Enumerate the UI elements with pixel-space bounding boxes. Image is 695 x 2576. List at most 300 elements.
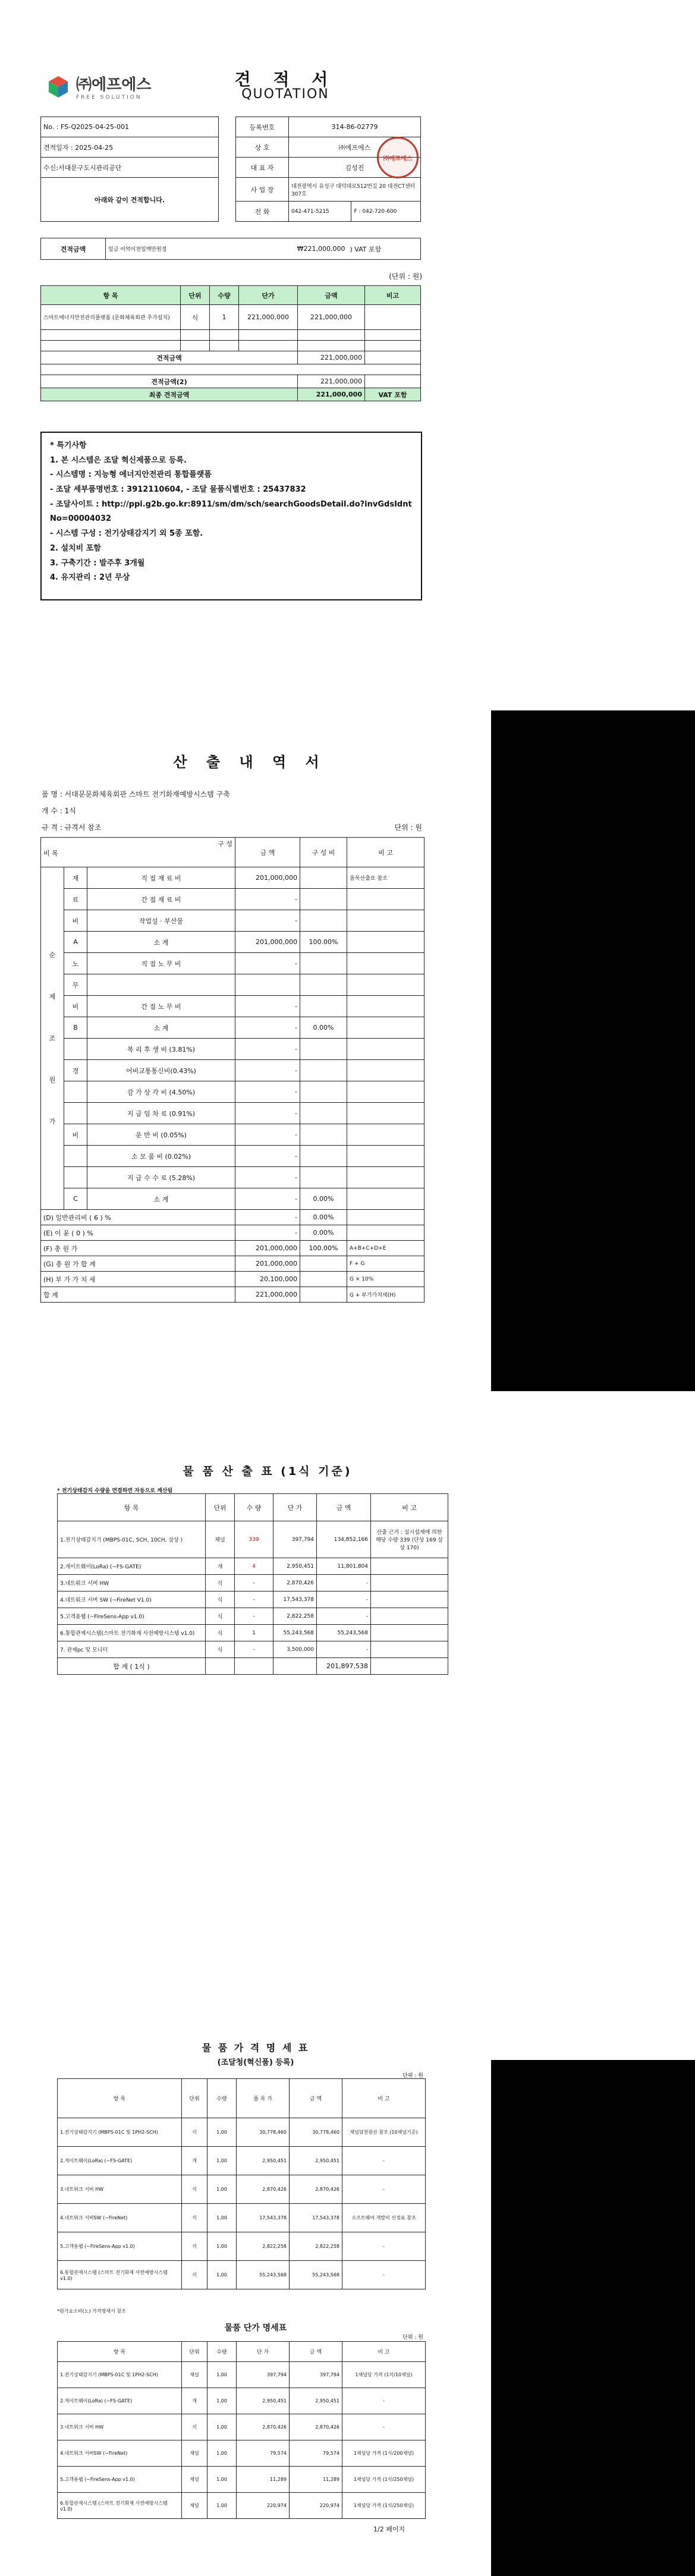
calc-row-label: 간 접 노 무 비: [87, 996, 235, 1017]
ud-row-name: 4.네트워크 서버SW (~FireNet): [58, 2440, 182, 2467]
pd-col-item: 항 목: [58, 2079, 182, 2118]
calc-row-note: [347, 910, 424, 932]
items-row-note: [371, 1558, 448, 1575]
items-col-amount: 금 액: [317, 1494, 371, 1521]
company-seal: ㈜에프에스: [377, 137, 419, 178]
calc-head-amount: 금 액: [235, 838, 300, 867]
calc-summary-ratio: [300, 1287, 347, 1303]
items-note: * 전기상태감지 수량을 연결하면 자동으로 계산됨: [57, 1488, 173, 1494]
pd-row-price: 2,950,451: [237, 2147, 290, 2175]
pd-row-price: 2,822,258: [237, 2232, 290, 2261]
calc-row-ratio: [300, 1039, 347, 1060]
calc-side-char: 제: [49, 992, 56, 1001]
ud-row-note: -: [342, 2388, 426, 2414]
calc-qty: 개 수 : 1식: [42, 807, 76, 815]
name-label: 상 호: [236, 137, 289, 158]
item-qty: 1: [210, 305, 239, 330]
items-col-item: 항 목: [58, 1494, 206, 1521]
calc-row-ratio: [300, 1124, 347, 1146]
calc-row-amount: -: [235, 1124, 300, 1146]
pd-row-note: -: [342, 2261, 426, 2289]
memo-line-1: 1. 본 시스템은 조달 혁신제품으로 등록.: [50, 455, 187, 465]
ud-row-amount: 220,974: [290, 2493, 342, 2519]
pd-row-qty: 1.00: [207, 2204, 237, 2232]
calc-row-amount: [235, 974, 300, 996]
items-row-unit: 식: [206, 1625, 235, 1641]
pd-row-amount: 55,243,568: [290, 2261, 342, 2289]
calc-row-ratio: [300, 910, 347, 932]
pd-row-qty: 1.00: [207, 2175, 237, 2204]
ud-row-qty: 1.00: [207, 2440, 237, 2467]
item-note: [365, 305, 421, 330]
calc-row-ratio: 0.00%: [300, 1017, 347, 1039]
calc-summary-ratio: 100.00%: [300, 1241, 347, 1256]
calc-group: 재: [64, 867, 87, 889]
calc-summary-amount: -: [235, 1225, 300, 1241]
item-amount: 221,000,000: [298, 305, 365, 330]
items-row-qty: -: [235, 1608, 273, 1625]
calc-row-note: [347, 1103, 424, 1124]
calc-row-label: 소 계: [87, 1017, 235, 1039]
pd-col-qty: 수량: [207, 2079, 237, 2118]
pd-row-price: 17,543,378: [237, 2204, 290, 2232]
calc-summary-note: A+B+C+D+E: [347, 1241, 424, 1256]
quote-header-table: [40, 117, 421, 222]
items-row-qty: 4: [235, 1558, 273, 1575]
pd-row-amount: 30,778,460: [290, 2118, 342, 2147]
items-row-note: [371, 1641, 448, 1658]
items-row-unit: 개: [206, 1558, 235, 1575]
amount-label: 견적금액: [41, 238, 106, 260]
ud-col-note: 비 고: [342, 2342, 426, 2362]
items-col-unit: 단위: [206, 1494, 235, 1521]
calc-group: [64, 1103, 87, 1124]
pd-row-unit: 식: [182, 2118, 207, 2147]
quote-no: No. : FS-Q2025-04-25-001: [41, 117, 219, 137]
logo-cube-icon: [46, 75, 70, 99]
ud-col-qty: 수량: [207, 2342, 237, 2362]
calc-summary-label: (E) 이 윤 ( 0 ) %: [41, 1225, 235, 1241]
calc-side-char: 가: [49, 1117, 56, 1125]
final-label: 최종 견적금액: [41, 388, 298, 401]
items-row-qty: -: [235, 1591, 273, 1608]
items-row-price: 397,794: [273, 1521, 317, 1558]
pd-row-amount: 2,870,426: [290, 2175, 342, 2204]
black-margin-a: [491, 710, 695, 1391]
tel-label: 전 화: [236, 202, 289, 222]
items-row-unit: 식: [206, 1641, 235, 1658]
calc-row-label: 감 가 상 각 비 (4.50%): [87, 1081, 235, 1103]
items-row-name: 3.네트워크 서버 HW: [58, 1575, 206, 1591]
pd-row-note: -: [342, 2175, 426, 2204]
memo-title: * 특기사항: [50, 441, 87, 450]
calc-row-amount: -: [235, 1167, 300, 1188]
calc-table: [40, 837, 424, 1303]
pd-row-qty: 1.00: [207, 2147, 237, 2175]
calc-row-label: 직 접 재 료 비: [87, 867, 235, 889]
calc-summary-note: G × 10%: [347, 1272, 424, 1287]
items-col-price: 단 가: [273, 1494, 317, 1521]
ud-row-qty: 1.00: [207, 2388, 237, 2414]
calc-row-label: 소 계: [87, 1188, 235, 1210]
quote-amount-table: [40, 238, 421, 260]
calc-group: 료: [64, 889, 87, 910]
calc-row-label: 어비교통통신비(0.43%): [87, 1060, 235, 1081]
items-row-qty: -: [235, 1641, 273, 1658]
ud-row-name: 6.통합관제시스템 (스마트 전기화재 사전예방시스템 v1.0): [58, 2493, 182, 2519]
calc-group: A: [64, 932, 87, 953]
unit-note: (단위 : 원): [389, 272, 422, 281]
pd-row-unit: 식: [182, 2261, 207, 2289]
pd-row-name: 3.네트워크 서버 HW: [58, 2175, 182, 2204]
ceo-value: 김성진: [289, 158, 421, 178]
calc-row-amount: -: [235, 1060, 300, 1081]
memo-line-3: - 조달 세부품명번호 : 3912110604, - 조달 물품식별번호 : 25437832: [50, 485, 306, 495]
calc-row-label: 소 모 품 비 (0.02%): [87, 1146, 235, 1167]
ud-row-unit: 채널: [182, 2493, 207, 2519]
items-row-amount: -: [317, 1591, 371, 1608]
calc-row-amount: -: [235, 1188, 300, 1210]
calc-summary-label: (H) 부 가 가 치 세: [41, 1272, 235, 1287]
amount-korean: 일금 이억이천일백만원정: [106, 238, 242, 260]
calc-summary-ratio: [300, 1256, 347, 1272]
ud-row-qty: 1.00: [207, 2362, 237, 2388]
total2-value: 221,000,000: [298, 375, 365, 388]
item-unit: 식: [181, 305, 210, 330]
pd-row-name: 2.게이트웨이(LoRa) (~FS-GATE): [58, 2147, 182, 2175]
ud-row-unit: 식: [182, 2414, 207, 2440]
unit-detail-unit: 단위 : 원: [402, 2335, 423, 2341]
pd-col-price: 품 목 가: [237, 2079, 290, 2118]
ceo-label: 대 표 자: [236, 158, 289, 178]
items-row-note: [371, 1591, 448, 1608]
ud-row-amount: 11,289: [290, 2467, 342, 2493]
calc-group: 노: [64, 953, 87, 974]
price-detail-table: [57, 2078, 426, 2289]
calc-summary-note: [347, 1210, 424, 1225]
pd-row-qty: 1.00: [207, 2118, 237, 2147]
items-row-note: 산출 근거 : 실시설계에 의한 해당 수량 339 (단상 169 삼상 170): [371, 1521, 448, 1558]
price-detail-title: 물 품 가 격 명 세 표: [202, 2042, 310, 2053]
pd-row-price: 55,243,568: [237, 2261, 290, 2289]
calc-summary-amount: 221,000,000: [235, 1287, 300, 1303]
items-row-price: 2,950,451: [273, 1558, 317, 1575]
memo-line-5: - 시스템 구성 : 전기상태감지기 외 5종 포함.: [50, 529, 203, 539]
items-row-amount: -: [317, 1641, 371, 1658]
final-note: VAT 포함: [365, 388, 421, 401]
calc-row-label: [87, 974, 235, 996]
black-margin-c: [491, 2060, 695, 2576]
calc-head-note: 비 고: [347, 838, 424, 867]
calc-row-label: 소 계: [87, 932, 235, 953]
calc-row-label: 운 반 비 (0.05%): [87, 1124, 235, 1146]
items-row-note: [371, 1608, 448, 1625]
calc-row-ratio: [300, 1146, 347, 1167]
ud-row-name: 2.게이트웨이(LoRa) (~FS-GATE): [58, 2388, 182, 2414]
items-row-amount: -: [317, 1608, 371, 1625]
calc-summary-amount: 201,000,000: [235, 1241, 300, 1256]
calc-summary-note: F + G: [347, 1256, 424, 1272]
calc-row-note: [347, 932, 424, 953]
items-row-amount: 134,852,166: [317, 1521, 371, 1558]
calc-summary-ratio: 0.00%: [300, 1210, 347, 1225]
items-row-name: 1.전기상태감지기 (MBPS-01C, 5CH, 10CH, 삼상 ): [58, 1521, 206, 1558]
calc-row-amount: -: [235, 1039, 300, 1060]
tel-value: 042-471-5215: [289, 202, 351, 222]
ud-row-name: 5.고객용웹 (~FireSens-App v1.0): [58, 2467, 182, 2493]
calc-row-label: 간 접 재 료 비: [87, 889, 235, 910]
fax-value: F : 042-720-600: [351, 202, 421, 222]
ud-row-unit: 채널: [182, 2440, 207, 2467]
ud-row-price: 79,574: [237, 2440, 290, 2467]
logo-subtext: FREE SOLUTION: [76, 95, 142, 100]
calc-row-note: [347, 974, 424, 996]
ud-col-amount: 금 액: [290, 2342, 342, 2362]
ud-row-price: 397,794: [237, 2362, 290, 2388]
calc-row-note: 품목산출표 참조: [347, 867, 424, 889]
pd-row-name: 5.고객용웹 (~FireSens-App v1.0): [58, 2232, 182, 2261]
calc-group: 비: [64, 910, 87, 932]
calc-row-amount: -: [235, 953, 300, 974]
calc-row-note: [347, 1146, 424, 1167]
ud-row-note: 1채널당 가격 (1식/10채널): [342, 2362, 426, 2388]
calc-product: 품 명 : 서대문문화체육회관 스마트 전기화재예방시스템 구축: [42, 790, 230, 798]
calc-row-ratio: [300, 1103, 347, 1124]
calc-summary-note: [347, 1225, 424, 1241]
memo-line-7: 3. 구축기간 : 발주후 3개월: [50, 558, 145, 568]
recipient: 수신:서대문구도시관리공단: [41, 158, 219, 178]
items-row-name: 7. 관제pc 및 모니터: [58, 1641, 206, 1658]
items-row-qty: 339: [235, 1521, 273, 1558]
items-row-name: 6.통합관제시스템(스마트 전기화재 사전예방시스템 v1.0): [58, 1625, 206, 1641]
items-row-amount: 55,243,568: [317, 1625, 371, 1641]
calc-summary-ratio: 0.00%: [300, 1225, 347, 1241]
name-value: ㈜에프에스: [289, 137, 421, 158]
calc-row-ratio: [300, 867, 347, 889]
calc-group: [64, 1146, 87, 1167]
calc-row-ratio: [300, 953, 347, 974]
col-unit: 단위: [181, 286, 210, 305]
reg-label: 등록번호: [236, 117, 289, 137]
calc-summary-label: (D) 일반관리비 ( 6 ) %: [41, 1210, 235, 1225]
ud-row-price: 11,289: [237, 2467, 290, 2493]
memo-line-4: - 조달사이트 : http://ppi.g2b.go.kr:8911/sm/dm/sch/searchGoodsDetail.do?invGdsIdntNo=00004032: [50, 499, 412, 524]
memo-line-2: - 시스템명 : 지능형 에너지안전관리 통합플랫폼: [50, 470, 212, 480]
items-row-qty: -: [235, 1575, 273, 1591]
items-row-unit: 채널: [206, 1521, 235, 1558]
items-row-price: 2,870,426: [273, 1575, 317, 1591]
calc-summary-ratio: [300, 1272, 347, 1287]
addr-value: 대전광역시 유성구 대덕대로512번길 20 대전CT센터 307호: [289, 178, 421, 202]
calc-row-ratio: [300, 1081, 347, 1103]
calc-row-note: [347, 1124, 424, 1146]
calc-group: 비: [64, 996, 87, 1017]
calc-group: [64, 1167, 87, 1188]
pd-row-price: 2,870,426: [237, 2175, 290, 2204]
calc-group: 비: [64, 1124, 87, 1146]
calc-row-ratio: [300, 889, 347, 910]
pd-footnote: *원가요소비(노) 가격명세서 참조: [57, 2308, 126, 2314]
reg-value: 314-86-02779: [289, 117, 421, 137]
calc-spec: 규 격 : 규격서 참조: [42, 823, 102, 832]
items-total-amount: 201,897,538: [317, 1658, 371, 1675]
total2-label: 견적금액(2): [41, 375, 298, 388]
calc-row-ratio: 0.00%: [300, 1188, 347, 1210]
ud-row-price: 2,870,426: [237, 2414, 290, 2440]
ud-row-note: 1채널당 가격 (1식/200채널): [342, 2440, 426, 2467]
price-detail-unit: 단위 : 원: [402, 2073, 423, 2079]
ud-row-note: -: [342, 2414, 426, 2440]
ud-col-item: 항 목: [58, 2342, 182, 2362]
memo-line-8: 4. 유지관리 : 2년 무상: [50, 573, 130, 583]
items-row-unit: 식: [206, 1575, 235, 1591]
ud-row-qty: 1.00: [207, 2414, 237, 2440]
calc-summary-amount: 20,100,000: [235, 1272, 300, 1287]
items-row-unit: 식: [206, 1608, 235, 1625]
amount-vat: ) VAT 포함: [347, 238, 420, 260]
calc-row-label: 복 리 후 생 비 (3.81%): [87, 1039, 235, 1060]
calc-row-note: [347, 1039, 424, 1060]
ud-row-qty: 1.00: [207, 2467, 237, 2493]
calc-row-ratio: [300, 996, 347, 1017]
calc-row-ratio: [300, 974, 347, 996]
item-price: 221,000,000: [239, 305, 298, 330]
ud-row-amount: 2,950,451: [290, 2388, 342, 2414]
calc-group: 경: [64, 1060, 87, 1081]
calc-row-amount: -: [235, 889, 300, 910]
ud-row-unit: 개: [182, 2388, 207, 2414]
ud-row-name: 3.네트워크 서버 HW: [58, 2414, 182, 2440]
calc-row-note: [347, 953, 424, 974]
pd-row-note: -: [342, 2147, 426, 2175]
pd-row-qty: 1.00: [207, 2232, 237, 2261]
calc-row-note: [347, 1188, 424, 1210]
quote-title-en: QUOTATION: [241, 87, 329, 102]
calc-group: C: [64, 1188, 87, 1210]
calc-row-ratio: [300, 1167, 347, 1188]
pd-row-unit: 식: [182, 2204, 207, 2232]
items-row-name: 2.게이트웨이(LoRa) (~FS-GATE): [58, 1558, 206, 1575]
pd-row-name: 4.네트워크 서버SW (~FireNet): [58, 2204, 182, 2232]
pd-row-name: 1.전기상태감지기 (MBPS-01C 및 1PH2-SCH): [58, 2118, 182, 2147]
pd-row-unit: 식: [182, 2232, 207, 2261]
amount-value: ₩221,000,000: [241, 238, 347, 260]
calc-row-ratio: [300, 1060, 347, 1081]
calc-summary-label: 합 계: [41, 1287, 235, 1303]
items-col-qty: 수 량: [235, 1494, 273, 1521]
col-note: 비고: [365, 286, 421, 305]
calc-row-label: 직 접 노 무 비: [87, 953, 235, 974]
ud-row-amount: 2,870,426: [290, 2414, 342, 2440]
addr-label: 사 업 장: [236, 178, 289, 202]
item-name: 스마트에너지안전관리플랫폼 (문화체육회관 추가설치): [41, 305, 181, 330]
ud-col-price: 단 가: [237, 2342, 290, 2362]
items-row-price: 3,500,000: [273, 1641, 317, 1658]
items-title: 물 품 산 출 표 (1식 기준): [183, 1465, 353, 1478]
items-total-label: 합 계 ( 1식 ): [58, 1658, 206, 1675]
ud-row-unit: 채널: [182, 2467, 207, 2493]
price-detail-subtitle: (조달청(혁신품) 등록): [217, 2058, 294, 2067]
calc-side-char: 원: [49, 1075, 56, 1084]
pd-row-name: 6.통합관제시스템 (스마트 전기화재 사전예방시스템 v1.0): [58, 2261, 182, 2289]
calc-group: B: [64, 1017, 87, 1039]
calc-row-amount: -: [235, 1103, 300, 1124]
pd-row-note: -: [342, 2232, 426, 2261]
calc-summary-label: (G) 총 원 가 합 계: [41, 1256, 235, 1272]
col-qty: 수량: [210, 286, 239, 305]
items-row-amount: 11,801,804: [317, 1558, 371, 1575]
pd-row-qty: 1.00: [207, 2261, 237, 2289]
pd-col-unit: 단위: [182, 2079, 207, 2118]
calc-row-note: [347, 889, 424, 910]
ud-row-price: 220,974: [237, 2493, 290, 2519]
subtotal-label: 견적금액: [41, 351, 298, 364]
items-row-amount: -: [317, 1575, 371, 1591]
calc-side-label: [41, 867, 64, 1210]
ud-row-price: 2,950,451: [237, 2388, 290, 2414]
quote-date: 견적일자 : 2025-04-25: [41, 137, 219, 158]
items-col-note: 비 고: [371, 1494, 448, 1521]
items-row-name: 4.네트워크 서버 SW (~FireNet V1.0): [58, 1591, 206, 1608]
ud-row-amount: 397,794: [290, 2362, 342, 2388]
calc-summary-amount: -: [235, 1210, 300, 1225]
calc-row-amount: -: [235, 996, 300, 1017]
items-row-name: 5.고객용웹 (~FireSens-App v1.0): [58, 1608, 206, 1625]
pd-row-amount: 2,950,451: [290, 2147, 342, 2175]
subtotal-value: 221,000,000: [298, 351, 365, 364]
calc-row-amount: 201,000,000: [235, 932, 300, 953]
special-notes: [40, 432, 422, 600]
memo-line-6: 2. 설치비 포함: [50, 543, 101, 553]
calc-row-label: 작업설 · 부산물: [87, 910, 235, 932]
ud-row-unit: 채널: [182, 2362, 207, 2388]
ud-col-unit: 단위: [182, 2342, 207, 2362]
calc-row-label: 지 급 임 차 료 (0.91%): [87, 1103, 235, 1124]
calc-row-amount: -: [235, 1017, 300, 1039]
items-row-note: [371, 1625, 448, 1641]
col-price: 단가: [239, 286, 298, 305]
calc-head-ratio: 구 성 비: [300, 838, 347, 867]
ud-row-note: 1채널당 가격 (1식/250채널): [342, 2493, 426, 2519]
items-row-note: [371, 1575, 448, 1591]
calc-row-ratio: 100.00%: [300, 932, 347, 953]
calc-row-amount: -: [235, 1146, 300, 1167]
pd-row-unit: 식: [182, 2175, 207, 2204]
ud-row-note: 1채널당 가격 (1식/250채널): [342, 2467, 426, 2493]
pd-row-unit: 개: [182, 2147, 207, 2175]
calc-group: 무: [64, 974, 87, 996]
col-amount: 금액: [298, 286, 365, 305]
calc-row-note: [347, 1017, 424, 1039]
calc-side-char: 조: [49, 1034, 56, 1042]
calc-head-category: 구 성: [218, 840, 232, 848]
calc-group: [64, 1039, 87, 1060]
calc-summary-amount: 201,000,000: [235, 1256, 300, 1272]
pd-row-note: 채널당천원산 참조 (10채널기준): [342, 2118, 426, 2147]
calc-unit: 단위 : 원: [394, 823, 422, 832]
company-logo: [46, 73, 151, 100]
col-item: 항 목: [41, 286, 181, 305]
pd-row-amount: 17,543,378: [290, 2204, 342, 2232]
unit-detail-table: [57, 2341, 426, 2519]
ud-row-amount: 79,574: [290, 2440, 342, 2467]
pd-row-price: 30,778,460: [237, 2118, 290, 2147]
calc-side-char: 순: [49, 951, 56, 959]
items-row-unit: 식: [206, 1591, 235, 1608]
calc-title: 산 출 내 역 서: [173, 754, 326, 770]
items-table: [57, 1493, 448, 1675]
pd-row-note: 소프트웨어 개발비 산정표 참조: [342, 2204, 426, 2232]
